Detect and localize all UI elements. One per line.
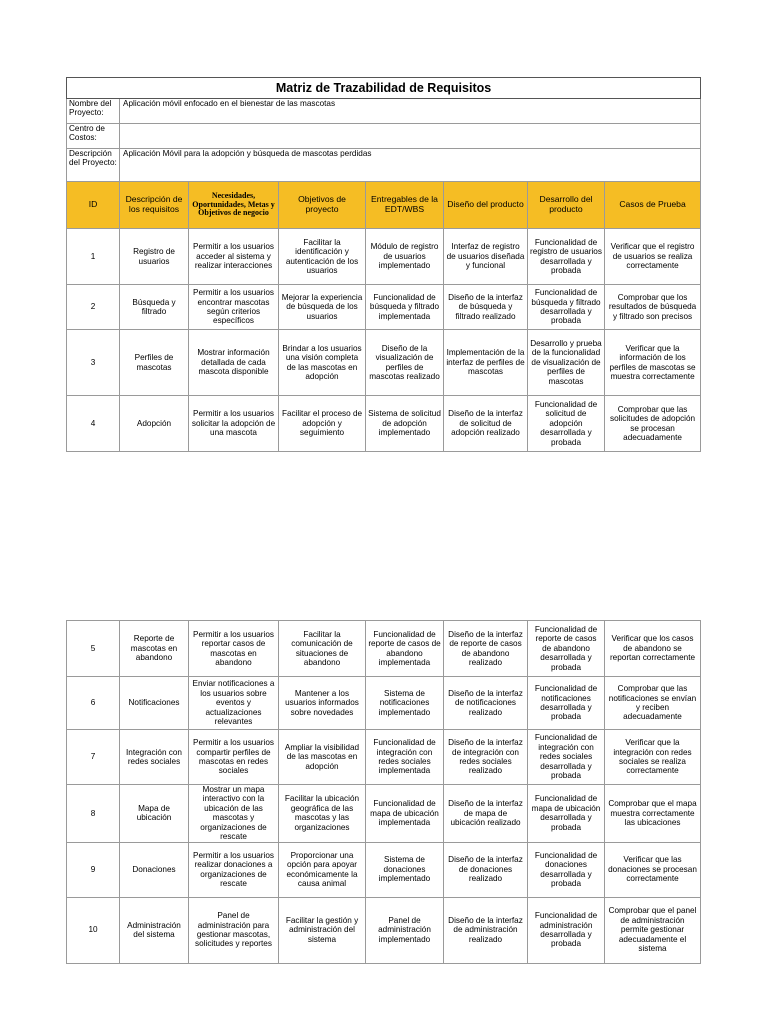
cell-casos: Comprobar que el panel de administración permite gestionar adecuadamente el sistema bbox=[605, 897, 701, 963]
cell-casos: Verificar que el registro de usuarios se realiza correctamente bbox=[605, 229, 701, 285]
column-header-row bbox=[67, 182, 701, 229]
cell-diseno: Diseño de la interfaz de solicitud de adopción realizado bbox=[444, 396, 528, 452]
cell-casos: Verificar que la integración con redes sociales se realiza correctamente bbox=[605, 730, 701, 785]
cell-desarrollo: Funcionalidad de reporte de casos de abandono desarrollada y probada bbox=[528, 621, 605, 677]
cell-entregables: Sistema de solicitud de adopción implementado bbox=[366, 396, 444, 452]
cell-diseno: Diseño de la interfaz de búsqueda y filtrado realizado bbox=[444, 285, 528, 330]
cell-objetivos: Mantener a los usuarios informados sobre novedades bbox=[279, 677, 366, 730]
project-description-value: Aplicación Móvil para la adopción y búsqueda de mascotas perdidas bbox=[120, 149, 701, 182]
cell-desarrollo: Funcionalidad de búsqueda y filtrado desarrollada y probada bbox=[528, 285, 605, 330]
cell-necesidades: Permitir a los usuarios solicitar la adopción de una mascota bbox=[189, 396, 279, 452]
cell-objetivos: Facilitar la comunicación de situaciones de abandono bbox=[279, 621, 366, 677]
table-row bbox=[67, 330, 701, 396]
cell-id: 7 bbox=[67, 730, 120, 785]
cell-desarrollo: Funcionalidad de administración desarrollada y probada bbox=[528, 897, 605, 963]
cell-desarrollo: Desarrollo y prueba de la funcionalidad de visualización de perfiles de mascotas bbox=[528, 330, 605, 396]
cell-id: 5 bbox=[67, 621, 120, 677]
cell-desarrollo: Funcionalidad de mapa de ubicación desarrollada y probada bbox=[528, 785, 605, 843]
cell-entregables: Diseño de la visualización de perfiles de mascotas realizado bbox=[366, 330, 444, 396]
traceability-matrix-page-1 bbox=[66, 77, 700, 452]
cell-objetivos: Facilitar la ubicación geográfica de las mascotas y las organizaciones bbox=[279, 785, 366, 843]
table-row bbox=[67, 785, 701, 843]
cell-descripcion: Notificaciones bbox=[120, 677, 189, 730]
traceability-table-2 bbox=[66, 620, 701, 964]
cell-casos: Verificar que las donaciones se procesan correctamente bbox=[605, 842, 701, 897]
cell-necesidades: Permitir a los usuarios acceder al sistema y realizar interacciones bbox=[189, 229, 279, 285]
cell-diseno: Implementación de la interfaz de perfiles de mascotas bbox=[444, 330, 528, 396]
table-body-1 bbox=[67, 229, 701, 452]
cell-necesidades: Panel de administración para gestionar mascotas, solicitudes y reportes bbox=[189, 897, 279, 963]
cell-objetivos: Brindar a los usuarios una visión completa de las mascotas en adopción bbox=[279, 330, 366, 396]
header-diseno: Diseño del producto bbox=[444, 182, 528, 229]
project-description-label: Descripción del Proyecto: bbox=[67, 149, 120, 182]
cell-entregables: Sistema de donaciones implementado bbox=[366, 842, 444, 897]
cell-entregables: Panel de administración implementado bbox=[366, 897, 444, 963]
traceability-table-1 bbox=[66, 77, 701, 452]
header-descripcion: Descripción de los requisitos bbox=[120, 182, 189, 229]
cell-necesidades: Permitir a los usuarios compartir perfiles de mascotas en redes sociales bbox=[189, 730, 279, 785]
cell-diseno: Interfaz de registro de usuarios diseñada y funcional bbox=[444, 229, 528, 285]
cell-necesidades: Mostrar un mapa interactivo con la ubicación de las mascotas y organizaciones de rescate bbox=[189, 785, 279, 843]
cell-objetivos: Facilitar la identificación y autenticación de los usuarios bbox=[279, 229, 366, 285]
cell-entregables: Funcionalidad de integración con redes sociales implementada bbox=[366, 730, 444, 785]
cell-entregables: Sistema de notificaciones implementado bbox=[366, 677, 444, 730]
matrix-title: Matriz de Trazabilidad de Requisitos bbox=[67, 78, 701, 99]
cell-descripcion: Reporte de mascotas en abandono bbox=[120, 621, 189, 677]
cell-entregables: Funcionalidad de mapa de ubicación implementada bbox=[366, 785, 444, 843]
project-name-value: Aplicación móvil enfocado en el bienestar de las mascotas bbox=[120, 99, 701, 124]
cell-entregables: Funcionalidad de búsqueda y filtrado implementada bbox=[366, 285, 444, 330]
cell-entregables: Módulo de registro de usuarios implementado bbox=[366, 229, 444, 285]
table-body-2 bbox=[67, 621, 701, 964]
header-casos: Casos de Prueba bbox=[605, 182, 701, 229]
cell-id: 10 bbox=[67, 897, 120, 963]
cell-entregables: Funcionalidad de reporte de casos de abandono implementada bbox=[366, 621, 444, 677]
cost-center-value bbox=[120, 124, 701, 149]
header-id: ID bbox=[67, 182, 120, 229]
cell-id: 1 bbox=[67, 229, 120, 285]
cell-objetivos: Facilitar el proceso de adopción y seguimiento bbox=[279, 396, 366, 452]
cell-casos: Verificar que la información de los perfiles de mascotas se muestra correctamente bbox=[605, 330, 701, 396]
cell-descripcion: Búsqueda y filtrado bbox=[120, 285, 189, 330]
cell-objetivos: Ampliar la visibilidad de las mascotas en adopción bbox=[279, 730, 366, 785]
header-desarrollo: Desarrollo del producto bbox=[528, 182, 605, 229]
cell-id: 3 bbox=[67, 330, 120, 396]
cell-casos: Comprobar que las notificaciones se envían y reciben adecuadamente bbox=[605, 677, 701, 730]
cost-center-label: Centro de Costos: bbox=[67, 124, 120, 149]
project-name-label: Nombre del Proyecto: bbox=[67, 99, 120, 124]
cell-casos: Verificar que los casos de abandono se reportan correctamente bbox=[605, 621, 701, 677]
header-entregables: Entregables de la EDT/WBS bbox=[366, 182, 444, 229]
cell-objetivos: Proporcionar una opción para apoyar económicamente la causa animal bbox=[279, 842, 366, 897]
cell-descripcion: Donaciones bbox=[120, 842, 189, 897]
cell-id: 9 bbox=[67, 842, 120, 897]
cell-id: 2 bbox=[67, 285, 120, 330]
cell-id: 8 bbox=[67, 785, 120, 843]
table-row bbox=[67, 229, 701, 285]
table-row bbox=[67, 842, 701, 897]
cell-diseno: Diseño de la interfaz de integración con redes sociales realizado bbox=[444, 730, 528, 785]
cell-descripcion: Perfiles de mascotas bbox=[120, 330, 189, 396]
cell-desarrollo: Funcionalidad de notificaciones desarrollada y probada bbox=[528, 677, 605, 730]
table-row bbox=[67, 285, 701, 330]
cell-diseno: Diseño de la interfaz de donaciones realizado bbox=[444, 842, 528, 897]
cell-descripcion: Adopción bbox=[120, 396, 189, 452]
cell-necesidades: Permitir a los usuarios realizar donaciones a organizaciones de rescate bbox=[189, 842, 279, 897]
table-row bbox=[67, 897, 701, 963]
cell-desarrollo: Funcionalidad de donaciones desarrollada y probada bbox=[528, 842, 605, 897]
cell-descripcion: Integración con redes sociales bbox=[120, 730, 189, 785]
cell-casos: Comprobar que el mapa muestra correctamente las ubicaciones bbox=[605, 785, 701, 843]
cell-necesidades: Enviar notificaciones a los usuarios sobre eventos y actualizaciones relevantes bbox=[189, 677, 279, 730]
table-row bbox=[67, 730, 701, 785]
header-necesidades: Necesidades, Oportunidades, Metas y Objetivos de negocio bbox=[189, 182, 279, 229]
cell-casos: Comprobar que los resultados de búsqueda y filtrado son precisos bbox=[605, 285, 701, 330]
cell-desarrollo: Funcionalidad de registro de usuarios desarrollada y probada bbox=[528, 229, 605, 285]
cell-objetivos: Facilitar la gestión y administración del sistema bbox=[279, 897, 366, 963]
cell-necesidades: Permitir a los usuarios encontrar mascotas según criterios específicos bbox=[189, 285, 279, 330]
cell-casos: Comprobar que las solicitudes de adopción se procesan adecuadamente bbox=[605, 396, 701, 452]
cell-descripcion: Administración del sistema bbox=[120, 897, 189, 963]
cell-id: 6 bbox=[67, 677, 120, 730]
header-objetivos: Objetivos de proyecto bbox=[279, 182, 366, 229]
cell-necesidades: Mostrar información detallada de cada mascota disponible bbox=[189, 330, 279, 396]
traceability-matrix-page-2 bbox=[66, 620, 700, 964]
table-row bbox=[67, 621, 701, 677]
cell-diseno: Diseño de la interfaz de reporte de casos de abandono realizado bbox=[444, 621, 528, 677]
cell-diseno: Diseño de la interfaz de notificaciones realizado bbox=[444, 677, 528, 730]
cell-descripcion: Mapa de ubicación bbox=[120, 785, 189, 843]
cell-desarrollo: Funcionalidad de solicitud de adopción desarrollada y probada bbox=[528, 396, 605, 452]
cell-necesidades: Permitir a los usuarios reportar casos de mascotas en abandono bbox=[189, 621, 279, 677]
cell-id: 4 bbox=[67, 396, 120, 452]
cell-descripcion: Registro de usuarios bbox=[120, 229, 189, 285]
table-row bbox=[67, 396, 701, 452]
table-row bbox=[67, 677, 701, 730]
cell-diseno: Diseño de la interfaz de administración realizado bbox=[444, 897, 528, 963]
cell-diseno: Diseño de la interfaz de mapa de ubicación realizado bbox=[444, 785, 528, 843]
cell-objetivos: Mejorar la experiencia de búsqueda de los usuarios bbox=[279, 285, 366, 330]
cell-desarrollo: Funcionalidad de integración con redes sociales desarrollada y probada bbox=[528, 730, 605, 785]
